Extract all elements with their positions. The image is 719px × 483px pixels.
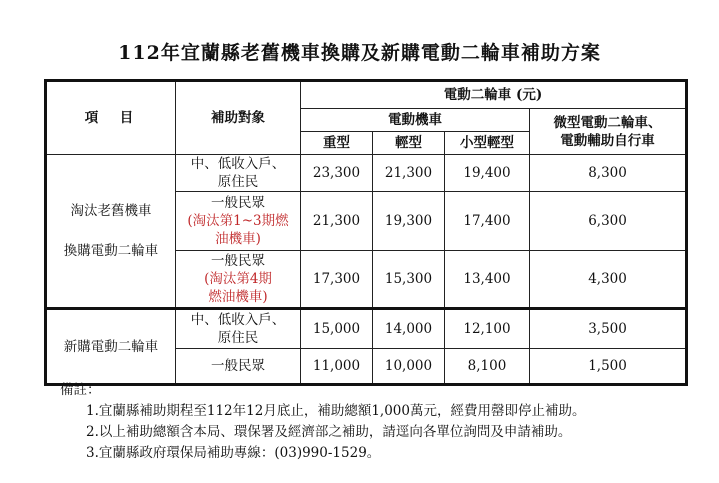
value-small: 13,400 <box>445 251 530 309</box>
header-micro-line2: 電動輔助自行車 <box>560 132 655 149</box>
value-heavy: 15,000 <box>301 309 373 349</box>
value-heavy: 21,300 <box>301 192 373 251</box>
header-micro <box>530 109 687 155</box>
target-note: (淘汰第1~3期燃 <box>187 213 289 229</box>
note-item-2: 2.以上補助總額含本局、環保署及經濟部之補助，請逕向各單位詢問及申請補助。 <box>86 424 572 440</box>
col-heavy: 重型 <box>301 132 373 155</box>
value-light: 19,300 <box>373 192 445 251</box>
value-micro: 6,300 <box>530 192 687 251</box>
header-electric: 電動機車 <box>301 109 530 132</box>
header-item: 項 目 <box>46 81 176 155</box>
target-text: 原住民 <box>217 174 259 190</box>
value-light: 21,300 <box>373 155 445 192</box>
value-small: 19,400 <box>445 155 530 192</box>
value-small: 17,400 <box>445 192 530 251</box>
target-note: 燃油機車) <box>208 289 268 305</box>
section1-label <box>46 155 176 309</box>
col-small: 小型輕型 <box>445 132 530 155</box>
value-heavy: 17,300 <box>301 251 373 309</box>
section1-label-line2: 換購電動二輪車 <box>63 243 159 259</box>
target-note: 油機車) <box>215 231 261 247</box>
notes-heading: 備註： <box>60 382 101 398</box>
value-micro: 4,300 <box>530 251 687 309</box>
value-light: 14,000 <box>373 309 445 349</box>
target-text: 一般民眾 <box>211 358 265 374</box>
notes-section <box>60 380 585 464</box>
target-text: 一般民眾 <box>211 195 265 211</box>
target-text: 原住民 <box>217 330 259 346</box>
value-heavy: 11,000 <box>301 349 373 385</box>
value-light: 10,000 <box>373 349 445 385</box>
value-micro: 8,300 <box>530 155 687 192</box>
section2-label: 新購電動二輪車 <box>46 309 176 385</box>
table-row <box>46 155 687 192</box>
value-small: 12,100 <box>445 309 530 349</box>
note-item-3: 3.宜蘭縣政府環保局補助專線：(03)990-1529。 <box>86 445 381 461</box>
target-text: 中、低收入戶、 <box>190 156 286 172</box>
value-micro: 1,500 <box>530 349 687 385</box>
page-title: 112年宜蘭縣老舊機車換購及新購電動二輪車補助方案 <box>118 42 601 64</box>
header-target: 補助對象 <box>176 81 301 155</box>
section1-label-line1: 淘汰老舊機車 <box>70 203 152 219</box>
note-item-1: 1.宜蘭縣補助期程至112年12月底止，補助總額1,000萬元，經費用罄即停止補助。 <box>86 403 586 419</box>
target-cell <box>176 192 301 251</box>
target-text: 一般民眾 <box>211 253 265 269</box>
target-text: 中、低收入戶、 <box>190 312 286 328</box>
target-note: (淘汰第4期 <box>204 271 272 287</box>
subsidy-table <box>44 79 688 386</box>
value-heavy: 23,300 <box>301 155 373 192</box>
value-light: 15,300 <box>373 251 445 309</box>
value-small: 8,100 <box>445 349 530 385</box>
table-row <box>46 309 687 349</box>
target-cell <box>176 155 301 192</box>
target-cell <box>176 251 301 309</box>
col-light: 輕型 <box>373 132 445 155</box>
target-cell <box>176 309 301 349</box>
header-group: 電動二輪車 (元) <box>301 81 687 109</box>
value-micro: 3,500 <box>530 309 687 349</box>
header-micro-line1: 微型電動二輪車、 <box>553 114 662 131</box>
